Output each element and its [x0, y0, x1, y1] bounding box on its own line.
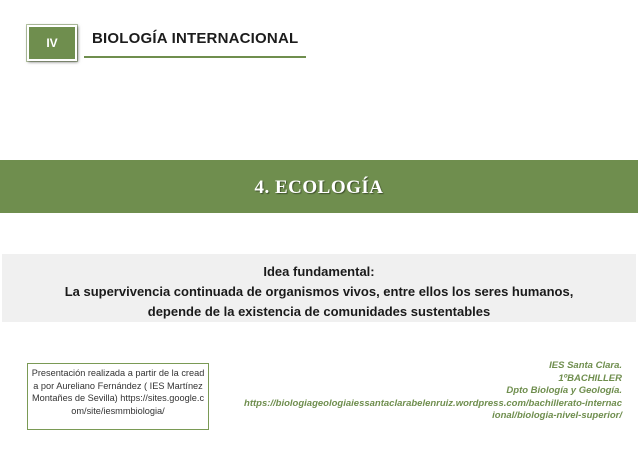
- school-course: 1ºBACHILLER: [558, 372, 622, 384]
- school-department: Dpto Biología y Geología.: [506, 385, 622, 396]
- key-idea-line-2: depende de la existencia de comunidades sustentables: [147, 304, 491, 319]
- key-idea-heading: Idea fundamental:: [263, 264, 375, 279]
- section-title: 4. ECOLOGÍA: [254, 177, 384, 198]
- credit-box: [27, 363, 209, 430]
- key-idea-box: [2, 254, 636, 322]
- school-info: [242, 360, 622, 423]
- school-name: IES Santa Clara.: [549, 360, 622, 371]
- section-banner: [0, 160, 638, 213]
- unit-badge-label: IV: [46, 36, 58, 50]
- key-idea-line-1: La supervivencia continuada de organismos vivos, entre ellos los seres humanos,: [64, 284, 574, 299]
- unit-badge: [27, 25, 77, 61]
- title-underline: [84, 56, 306, 58]
- course-title: BIOLOGÍA INTERNACIONAL: [92, 30, 299, 47]
- credit-text: Presentación realizada a partir de la creada por Aureliano Fernández ( IES Martínez Montañes de Sevilla) https://sites.google.com/site/iesmmbiologia/: [31, 368, 205, 416]
- school-url-link[interactable]: https://biologiageologiaiessantaclarabelenruiz.wordpress.com/bachillerato-internacional/biologia-nivel-superior/: [244, 397, 622, 421]
